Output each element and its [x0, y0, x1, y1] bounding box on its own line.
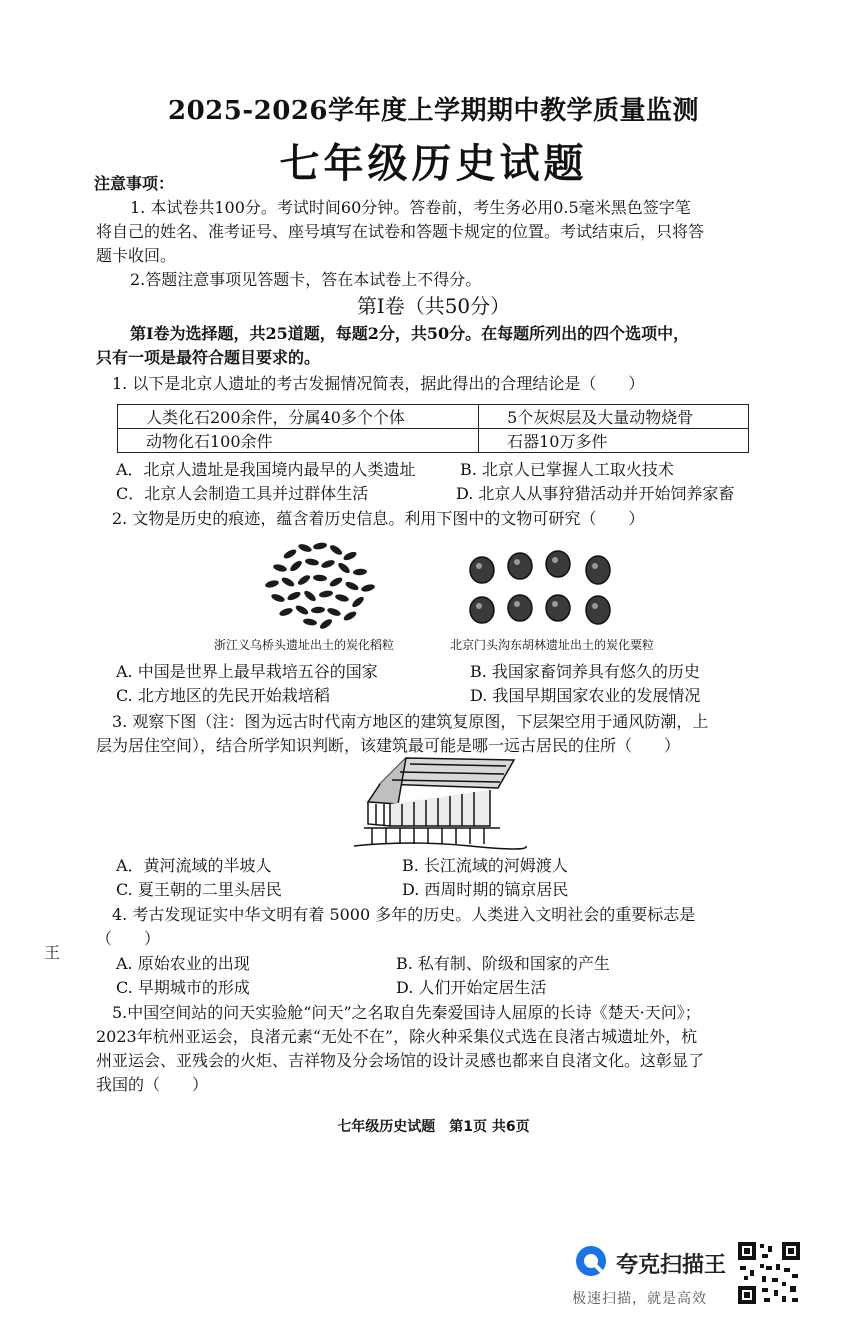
- q2-option-c: C. 北方地区的先民开始栽培稻: [116, 686, 330, 705]
- table-cell: 人类化石200余件，分属40多个个体: [118, 405, 479, 429]
- q4-option-c: C. 早期城市的形成: [116, 978, 250, 997]
- q3-option-a: A．黄河流域的半坡人: [116, 856, 272, 875]
- q1-table: [117, 404, 749, 453]
- q1-option-a: A．北京人遗址是我国境内最早的人类遗址: [116, 460, 416, 479]
- table-cell: 石器10万多件: [479, 429, 749, 453]
- q4-option-b: B. 私有制、阶级和国家的产生: [396, 954, 610, 973]
- q4-option-a: A. 原始农业的出现: [116, 954, 250, 973]
- margin-mark: 王: [44, 943, 61, 962]
- section-desc-2: 只有一项是最符合题目要求的。: [96, 348, 321, 367]
- table-cell: 动物化石100余件: [118, 429, 479, 453]
- exam-title: 2025-2026学年度上学期期中教学质量监测: [167, 96, 700, 126]
- q1-option-d: D. 北京人从事狩猎活动并开始饲养家畜: [456, 484, 735, 503]
- q4-option-d: D. 人们开始定居生活: [396, 978, 547, 997]
- q4-stem-2: （ ）: [96, 929, 161, 948]
- q1-stem: 1. 以下是北京人遗址的考古发掘情况简表，据此得出的合理结论是（ ）: [112, 374, 645, 393]
- q4-stem-1: 4. 考古发现证实中华文明有着 5000 多年的历史。人类进入文明社会的重要标志是: [112, 905, 696, 924]
- exam-subtitle: 七年级历史试题: [279, 140, 588, 187]
- section-desc-1: 第Ⅰ卷为选择题，共25道题，每题2分，共50分。在每题所列出的四个选项中，: [130, 324, 690, 343]
- carbonized-millet-image: [460, 548, 620, 632]
- notes-line-2: 将自己的姓名、准考证号、座号填写在试卷和答题卡规定的位置。考试结束后，只将答: [96, 222, 705, 241]
- table-row: [118, 405, 749, 429]
- q3-option-c: C. 夏王朝的二里头居民: [116, 880, 282, 899]
- notes-heading: 注意事项：: [94, 174, 175, 193]
- section-title: 第Ⅰ卷（共50分）: [356, 294, 511, 318]
- scanner-logo-icon: [574, 1244, 608, 1278]
- q2-caption-left: 浙江义乌桥头遗址出土的炭化稻粒: [214, 638, 395, 652]
- watermark-slogan: 极速扫描，就是高效: [572, 1291, 707, 1307]
- watermark-brand: 夸克扫描王: [616, 1253, 727, 1278]
- q1-option-c: C．北京人会制造工具并过群体生活: [116, 484, 369, 503]
- q3-option-d: D. 西周时期的镐京居民: [402, 880, 569, 899]
- q2-option-d: D. 我国早期国家农业的发展情况: [470, 686, 701, 705]
- table-cell: 5个灰烬层及大量动物烧骨: [479, 405, 749, 429]
- q3-option-b: B. 长江流域的河姆渡人: [402, 856, 568, 875]
- table-row: [118, 429, 749, 453]
- q5-line-3: 州亚运会、亚残会的火炬、吉祥物及分会场馆的设计灵感也都来自良渚文化。这彰显了: [96, 1051, 705, 1070]
- q5-line-1: 5.中国空间站的问天实验舱“问天”之名取自先秦爱国诗人屈原的长诗《楚天·天问》；: [112, 1003, 701, 1022]
- stilt-house-image: [350, 754, 528, 852]
- carbonized-rice-image: [250, 534, 400, 630]
- q3-stem-1: 3. 观察下图（注：图为远古时代南方地区的建筑复原图，下层架空用于通风防潮，上: [112, 712, 709, 731]
- q2-stem: 2. 文物是历史的痕迹，蕴含着历史信息。利用下图中的文物可研究（ ）: [112, 509, 645, 528]
- notes-line-3: 题卡收回。: [96, 246, 177, 265]
- notes-line-1: 1. 本试卷共100分。考试时间60分钟。答卷前，考生务必用0.5毫米黑色签字笔: [130, 198, 691, 217]
- q5-line-4: 我国的（ ）: [96, 1075, 209, 1094]
- q2-option-a: A. 中国是世界上最早栽培五谷的国家: [116, 662, 378, 681]
- q2-caption-right: 北京门头沟东胡林遗址出土的炭化粟粒: [450, 638, 655, 652]
- q1-option-b: B. 北京人已掌握人工取火技术: [460, 460, 674, 479]
- page-footer: 七年级历史试题 第1页 共6页: [337, 1119, 530, 1135]
- q2-option-b: B. 我国家畜饲养具有悠久的历史: [470, 662, 700, 681]
- notes-line-4: 2.答题注意事项见答题卡，答在本试卷上不得分。: [130, 270, 482, 289]
- q3-stem-2: 层为居住空间），结合所学知识判断，该建筑最可能是哪一远古居民的住所（ ）: [96, 736, 681, 755]
- q5-line-2: 2023年杭州亚运会，良渚元素“无处不在”，除火种采集仪式选在良渚古城遗址外，杭: [96, 1027, 698, 1046]
- qr-code-icon: [736, 1240, 802, 1306]
